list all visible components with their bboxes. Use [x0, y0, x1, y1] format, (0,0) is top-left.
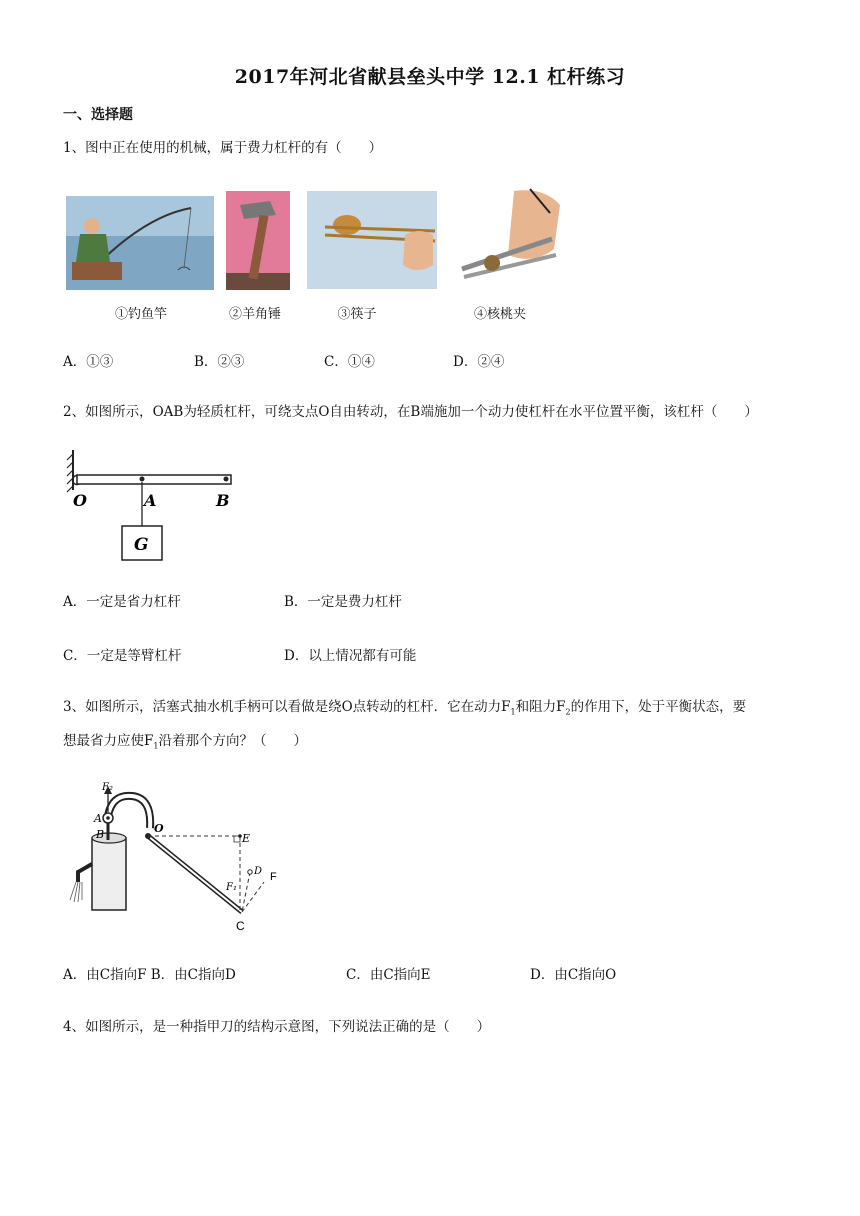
q1-option-d[interactable]: D．②④ [453, 354, 505, 370]
section-heading: 一、选择题 [63, 107, 133, 123]
q2-option-b[interactable]: B．一定是费力杠杆 [284, 594, 402, 610]
label-g: G [134, 535, 149, 555]
label-o: O [154, 822, 164, 835]
label-a: A [94, 812, 102, 825]
question-3-stem-line-1: 3、如图所示，活塞式抽水机手柄可以看做是绕O点转动的杠杆．它在动力$F_1$和阻力$F_2$的作用下，处于平衡状态，要 [63, 699, 747, 717]
page-title: 2017年河北省献县垒头中学 12.1 杠杆练习 [234, 66, 626, 88]
image-label-claw-hammer: ②羊角锤 [228, 307, 281, 322]
label-c: C [236, 919, 245, 933]
nutcracker-picture [452, 187, 564, 291]
question-2-stem: 2、如图所示，OAB为轻质杠杆，可绕支点O自由转动，在B端施加一个动力使杠杆在水平位置平衡，该杠杆（ ） [63, 404, 758, 420]
label-b: B [216, 491, 230, 510]
q3-option-a-b[interactable]: A．由C指向F B．由C指向D [63, 967, 236, 983]
q1-option-c[interactable]: C．①④ [324, 354, 375, 370]
q1-option-a[interactable]: A．①③ [63, 354, 114, 370]
label-d: D [254, 866, 263, 877]
q1-option-b[interactable]: B．②③ [194, 354, 245, 370]
image-label-fishing-rod: ①钓鱼竿 [114, 307, 167, 322]
label-b: B [96, 828, 105, 841]
chopsticks-picture [307, 191, 437, 289]
question-4-stem: 4、如图所示，是一种指甲刀的结构示意图，下列说法正确的是（ ） [63, 1019, 491, 1035]
label-a: A [144, 491, 157, 510]
fishing-rod-picture [66, 196, 214, 290]
label-o: O [73, 491, 87, 510]
q2-option-a[interactable]: A．一定是省力杠杆 [63, 594, 181, 610]
q2-option-c[interactable]: C．一定是等臂杠杆 [63, 648, 182, 664]
label-f1: F₁ [226, 882, 237, 893]
image-label-nutcracker: ④核桃夹 [473, 307, 526, 322]
water-pump-diagram [64, 778, 296, 936]
q3-option-c[interactable]: C．由C指向E [346, 967, 431, 983]
lever-oab-diagram [64, 446, 244, 564]
question-1-stem: 1、图中正在使用的机械，属于费力杠杆的有（ ） [63, 140, 383, 156]
label-e: E [242, 832, 251, 845]
question-3-stem-line-2: 想最省力应使$F_1$沿着那个方向？（ ） [63, 733, 307, 751]
label-f: F [270, 871, 277, 883]
q2-option-d[interactable]: D．以上情况都有可能 [284, 648, 417, 664]
q3-option-d[interactable]: D．由C指向O [530, 967, 617, 983]
image-label-chopsticks: ③筷子 [337, 307, 377, 322]
label-f2: F₂ [102, 782, 113, 793]
claw-hammer-picture [226, 191, 290, 290]
